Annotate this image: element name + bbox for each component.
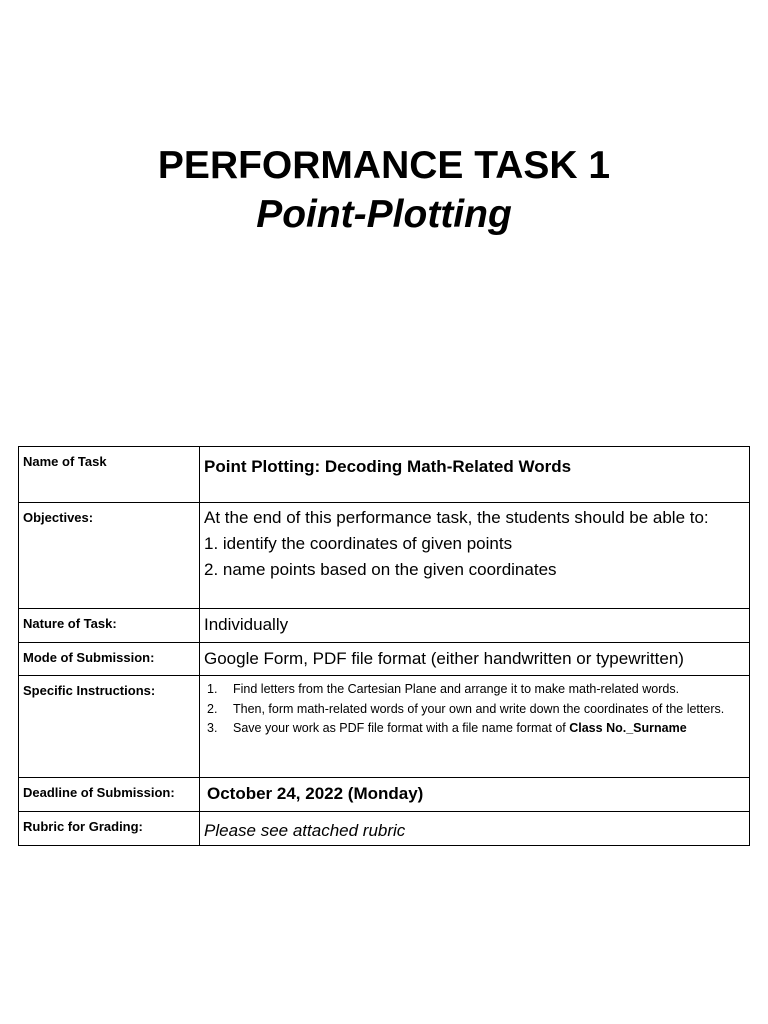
instruction-item xyxy=(204,700,745,720)
filename-format: Class No._Surname xyxy=(569,721,687,735)
label-mode-of-submission: Mode of Submission: xyxy=(19,643,200,676)
page-subtitle: Point-Plotting xyxy=(256,193,512,236)
value-rubric: Please see attached rubric xyxy=(200,812,750,846)
label-specific-instructions: Specific Instructions: xyxy=(19,676,200,778)
row-name-of-task xyxy=(19,447,750,503)
instruction-number: 1. xyxy=(207,682,218,696)
instruction-item xyxy=(204,680,745,700)
label-rubric: Rubric for Grading: xyxy=(19,812,200,846)
row-mode-of-submission xyxy=(19,643,750,676)
instruction-text: Save your work as PDF file format with a file name format of xyxy=(233,721,570,735)
label-deadline: Deadline of Submission: xyxy=(19,778,200,812)
instruction-item xyxy=(204,719,745,739)
objective-item: 1. identify the coordinates of given points xyxy=(204,534,513,553)
objectives-intro: At the end of this performance task, the students should be able to: xyxy=(204,508,709,527)
label-objectives: Objectives: xyxy=(19,503,200,609)
value-mode-of-submission: Google Form, PDF file format (either handwritten or typewritten) xyxy=(200,643,750,676)
row-specific-instructions xyxy=(19,676,750,778)
instruction-number: 3. xyxy=(207,721,218,735)
title-block xyxy=(0,142,768,240)
value-name-of-task: Point Plotting: Decoding Math-Related Words xyxy=(200,447,750,503)
instruction-text: Find letters from the Cartesian Plane and arrange it to make math-related words. xyxy=(233,682,680,696)
value-specific-instructions xyxy=(200,676,750,778)
instruction-text: Then, form math-related words of your own and write down the coordinates of the letters. xyxy=(233,701,725,716)
row-rubric xyxy=(19,812,750,846)
instruction-number: 2. xyxy=(207,701,218,716)
page-title: PERFORMANCE TASK 1 xyxy=(157,144,611,187)
value-objectives xyxy=(200,503,750,609)
value-deadline: October 24, 2022 (Monday) xyxy=(200,778,750,812)
label-name-of-task: Name of Task xyxy=(19,447,200,503)
objective-item: 2. name points based on the given coordinates xyxy=(204,560,557,579)
row-deadline xyxy=(19,778,750,812)
row-objectives xyxy=(19,503,750,609)
row-nature-of-task xyxy=(19,609,750,643)
value-nature-of-task: Individually xyxy=(200,609,750,643)
task-table xyxy=(18,446,750,846)
instruction-list xyxy=(204,680,745,739)
label-nature-of-task: Nature of Task: xyxy=(19,609,200,643)
